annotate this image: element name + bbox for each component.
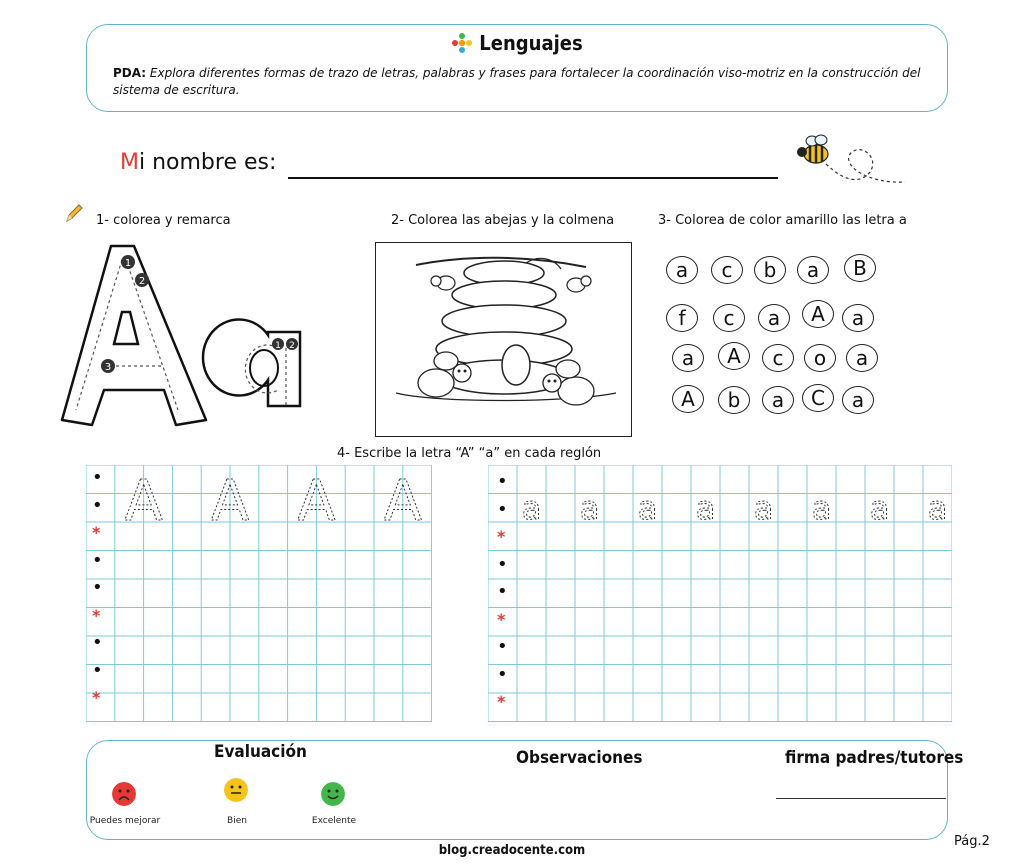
row-marker-star: * (497, 527, 506, 546)
subject-title (87, 31, 947, 55)
letter-circle[interactable]: A (718, 342, 750, 370)
trace-letter: a (695, 489, 716, 527)
subject-title-text: Lenguajes (479, 31, 583, 55)
trace-letter: a (811, 489, 832, 527)
upper-step-3: 3 (104, 362, 112, 373)
signature-line[interactable] (776, 798, 946, 799)
trace-letter: A (124, 469, 163, 534)
beehive-illustration (376, 243, 631, 436)
face-label-good: Bien (227, 816, 247, 826)
observations-title: Observaciones (516, 748, 643, 768)
letter-circle[interactable]: a (762, 386, 794, 414)
letter-circle[interactable]: C (802, 384, 834, 412)
letter-circle[interactable]: b (754, 256, 786, 284)
row-marker-dot: • (497, 498, 508, 520)
pda-label: PDA: (113, 66, 147, 80)
letter-circle[interactable]: a (797, 256, 829, 284)
upper-step-2: 2 (138, 276, 146, 287)
letter-circle[interactable]: c (713, 304, 745, 332)
page-number: Pág.2 (954, 834, 990, 849)
bee-top-left (431, 276, 455, 290)
sad-face-icon[interactable] (112, 782, 136, 806)
writing-grid-uppercase[interactable] (86, 465, 432, 723)
name-label (120, 150, 276, 175)
bees-hive-coloring-area (375, 242, 632, 437)
neutral-face-icon[interactable] (224, 778, 248, 802)
evaluation-title: Evaluación (214, 742, 307, 762)
row-marker-dot: • (92, 549, 103, 571)
row-marker-dot: • (497, 553, 508, 575)
row-marker-star: * (497, 609, 506, 629)
letter-circle[interactable]: b (718, 386, 750, 414)
trace-letter: a (927, 489, 948, 527)
section-3-title: 3- Colorea de color amarillo las letra a (658, 213, 907, 228)
row-marker-star: * (497, 692, 506, 711)
row-marker-star: * (92, 605, 101, 625)
letter-circle-grid (666, 256, 896, 421)
trace-letter: a (637, 489, 658, 527)
tracing-letters (56, 240, 306, 435)
upper-step-1: 1 (124, 258, 132, 269)
section-4-title: 4- Escribe la letra “A” “a” en cada reglón (337, 446, 602, 461)
trace-letter: A (210, 469, 250, 534)
row-marker-dot: • (497, 471, 508, 492)
lower-step-1: 1 (275, 341, 281, 351)
signature-title: firma padres/tutores (785, 748, 964, 768)
face-label-excellent: Excelente (311, 816, 357, 826)
lower-step-2: 2 (289, 341, 295, 351)
letter-circle[interactable]: a (846, 344, 878, 372)
section-2-title: 2- Colorea las abejas y la colmena (391, 213, 615, 228)
face-label-improve: Puedes mejorar (89, 816, 161, 826)
row-marker-dot: • (497, 636, 508, 657)
trace-letter: a (521, 489, 542, 527)
row-marker-dot: • (92, 659, 103, 681)
row-marker-dot: • (92, 494, 103, 516)
header-box (86, 24, 948, 112)
tracing-lower-a (203, 320, 300, 409)
trace-letter: A (383, 469, 422, 534)
pda-text (113, 65, 933, 99)
letter-circle[interactable]: A (672, 385, 704, 413)
happy-face-icon[interactable] (321, 782, 345, 806)
letter-circle[interactable]: a (672, 344, 704, 372)
flower-icon (451, 32, 473, 54)
trace-letter: a (869, 489, 890, 527)
row-marker-star: * (92, 688, 101, 707)
row-marker-dot: • (92, 467, 103, 488)
letter-circle[interactable]: c (762, 344, 794, 372)
letter-circle[interactable]: o (804, 344, 836, 372)
name-first-letter: M (120, 150, 139, 175)
letter-circle[interactable]: f (666, 304, 698, 332)
letter-circle[interactable]: a (758, 304, 790, 332)
letter-circle[interactable]: a (842, 304, 874, 332)
trace-letter: a (753, 489, 774, 527)
site-url: blog.creadocente.com (438, 843, 586, 858)
row-marker-dot: • (92, 577, 103, 598)
letter-circle[interactable]: A (802, 300, 834, 328)
bee-top-right (567, 276, 591, 292)
section-1-title: 1- colorea y remarca (96, 213, 231, 228)
row-marker-dot: • (497, 663, 508, 685)
row-marker-star: * (92, 523, 101, 542)
name-input-line[interactable] (288, 177, 778, 179)
name-label-rest: i nombre es: (138, 150, 277, 175)
letter-circle[interactable]: c (711, 256, 743, 284)
trace-letter: a (579, 489, 600, 527)
tracing-upper-a (62, 246, 206, 425)
letter-circle[interactable]: a (666, 256, 698, 284)
pencil-icon (64, 202, 84, 224)
writing-grid-lowercase[interactable] (488, 465, 952, 723)
letter-circle[interactable]: a (842, 386, 874, 414)
row-marker-dot: • (497, 581, 508, 602)
letter-circle[interactable]: B (844, 254, 876, 282)
pda-description: Explora diferentes formas de trazo de letras, palabras y frases para fortalecer la coordinación viso-motriz en la construcción del sistema de escritura. (113, 66, 921, 97)
trace-letter: A (297, 469, 336, 534)
row-marker-dot: • (92, 632, 103, 653)
bee-icon (790, 132, 910, 192)
